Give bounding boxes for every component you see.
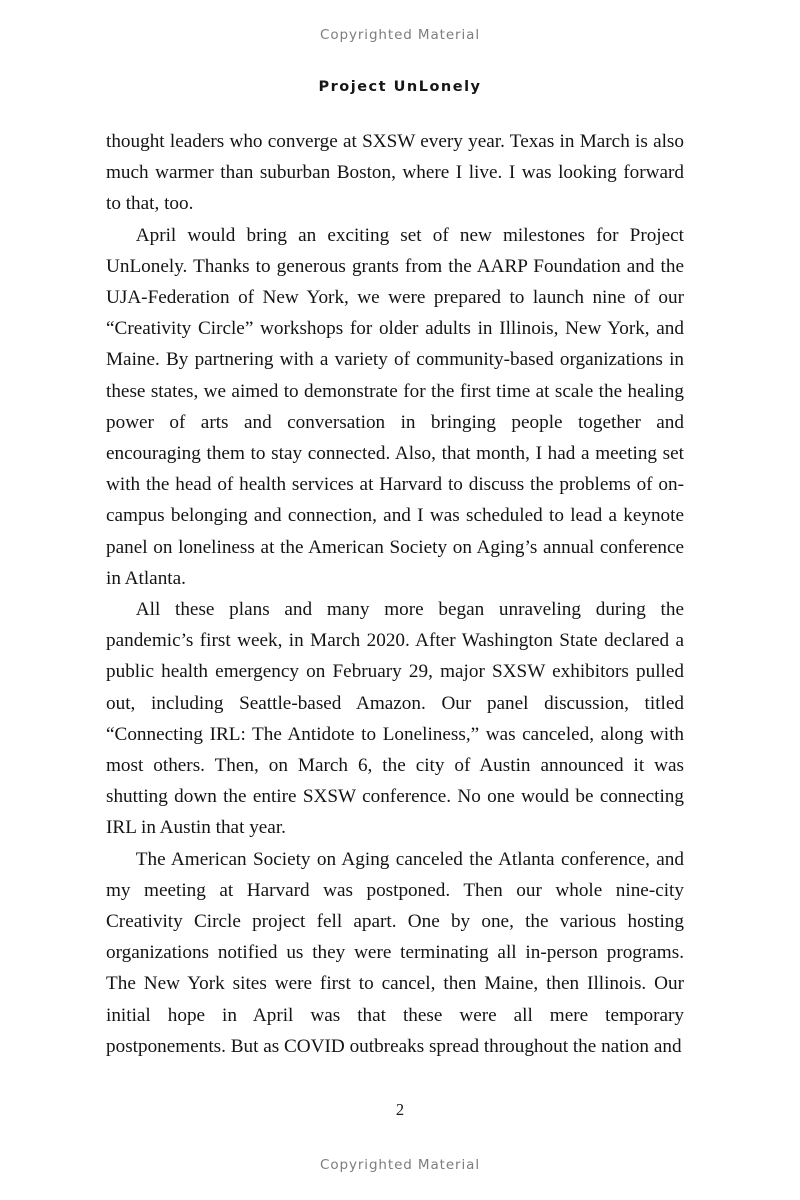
paragraph: The American Society on Aging canceled the Atlanta conference, and my meeting at Harvard was postponed. Then our whole nine-city Creativity Circle project fell apart. One by one, the various hosting organizations notified us they were terminating all in-person programs. The New York sites were first to cancel, then Maine, then Illinois. Our initial hope in April was that these were all mere temporary postponements. But as COVID outbreaks spread throughout the nation and [106,848,684,1057]
running-head-title: Project UnLonely [318,79,482,95]
paragraph: thought leaders who converge at SXSW every year. Texas in March is also much warmer than suburban Boston, where I live. I was looking forward to that, too. [106,131,684,215]
paragraph: All these plans and many more began unraveling during the pandemic’s first week, in March 2020. After Washington State declared a public health emergency on February 29, major SXSW exhibitors pulled out, including Seattle-based Amazon. Our panel discussion, titled “Connecting IRL: The Antidote to Loneliness,” was canceled, along with most others. Then, on March 6, the city of Austin announced it was shutting down the entire SXSW conference. No one would be connecting IRL in Austin that year. [106,599,684,839]
watermark-bottom: Copyrighted Material [320,1157,480,1173]
page-number: 2 [395,1100,405,1119]
watermark-top: Copyrighted Material [320,27,480,43]
body-text-block [106,126,684,1062]
paragraph: April would bring an exciting set of new milestones for Project UnLonely. Thanks to generous grants from the AARP Foundation and the UJA-Federation of New York, we were prepared to launch nine of our “Creativity Circle” workshops for older adults in Illinois, New York, and Maine. By partnering with a variety of community-based organizations in these states, we aimed to demonstrate for the first time at scale the healing power of arts and conversation in bringing people together and encouraging them to stay connected. Also, that month, I had a meeting set with the head of health services at Harvard to discuss the problems of on-campus belonging and connection, and I was scheduled to lead a keynote panel on loneliness at the American Society on Aging’s annual conference in Atlanta. [106,224,684,589]
